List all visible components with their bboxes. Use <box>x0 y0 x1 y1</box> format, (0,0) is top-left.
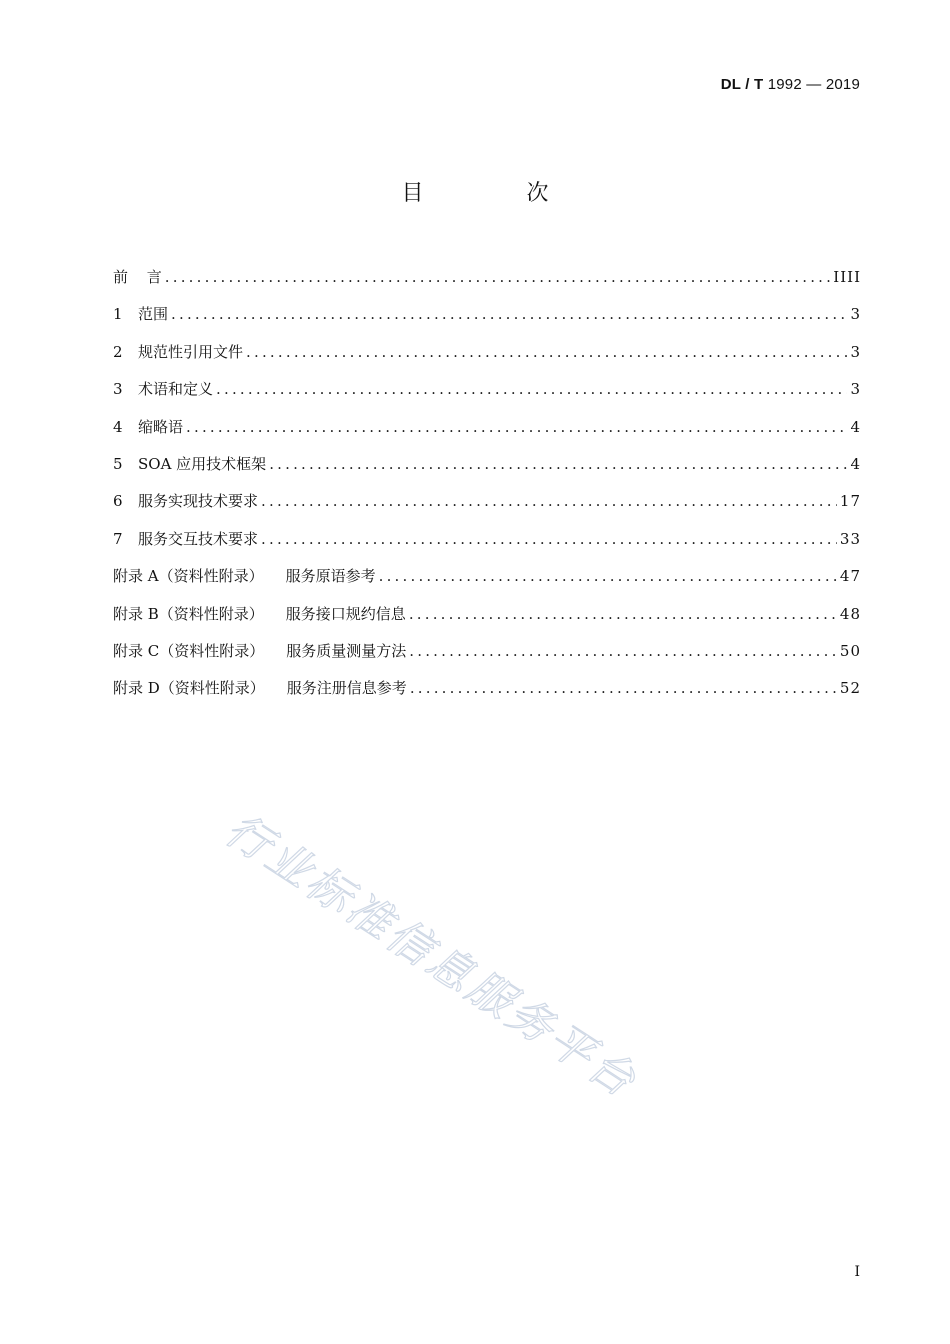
toc-leader-dots <box>246 341 847 363</box>
toc-entry-label: 服务交互技术要求 <box>138 529 259 548</box>
toc-entry-page: 50 <box>839 641 861 660</box>
appendix-title: 服务接口规约信息 <box>285 604 406 623</box>
toc-leader-dots <box>261 528 837 550</box>
toc-appendix-label <box>113 565 376 587</box>
document-code <box>721 76 860 93</box>
toc-appendix-label <box>113 603 406 625</box>
toc-entry-soa-framework[interactable] <box>113 453 861 490</box>
document-code-prefix: DL / T <box>720 76 764 93</box>
toc-entry-page: 52 <box>839 679 861 698</box>
toc-entry-number: 4 <box>113 417 123 436</box>
watermark: 行业标准信息服务平台 <box>216 804 647 1109</box>
toc-entry-label: 服务实现技术要求 <box>138 492 259 511</box>
toc-entry-page: 48 <box>839 604 861 623</box>
toc-entry-page: 4 <box>850 454 861 473</box>
toc-entry-number: 3 <box>113 380 123 399</box>
toc-entry-scope[interactable] <box>113 303 861 340</box>
toc-leader-dots <box>379 565 837 587</box>
toc-entry-appendix-d[interactable] <box>113 677 861 714</box>
toc-entry-page: 47 <box>839 567 861 586</box>
toc-entry-label: 术语和定义 <box>138 380 214 399</box>
toc-entry-appendix-a[interactable] <box>113 565 861 602</box>
toc-leader-dots <box>186 416 847 438</box>
toc-leader-dots <box>269 453 847 475</box>
document-code-number: 1992 — 2019 <box>767 76 860 93</box>
toc-entry-number: 6 <box>113 492 123 511</box>
page-title: 目 次 <box>401 181 597 206</box>
appendix-prefix: 附录 C（资料性附录） <box>113 641 265 660</box>
toc-entry-normative-references[interactable] <box>113 341 861 378</box>
toc-entry-page: 4 <box>850 417 861 436</box>
toc-entry-abbreviations[interactable] <box>113 416 861 453</box>
toc-leader-dots <box>171 303 847 325</box>
toc-leader-dots <box>410 677 837 699</box>
toc-entry-foreword[interactable] <box>113 266 861 303</box>
toc-entry-service-interaction[interactable] <box>113 528 861 565</box>
page-number: I <box>854 1264 860 1280</box>
toc-entry-page: 3 <box>850 342 861 361</box>
toc-entry-label: 前 言 <box>113 268 162 286</box>
toc-entry-page: IIII <box>833 268 861 286</box>
toc-entry-number: 1 <box>113 305 123 324</box>
appendix-title: 服务原语参考 <box>285 567 376 586</box>
table-of-contents <box>113 266 861 715</box>
toc-appendix-label <box>113 640 406 662</box>
toc-entry-label: 范围 <box>138 305 169 324</box>
toc-entry-page: 33 <box>839 529 861 548</box>
toc-entry-service-implementation[interactable] <box>113 490 861 527</box>
toc-entry-label: 规范性引用文件 <box>138 342 244 361</box>
toc-entry-number: 5 <box>113 454 123 473</box>
toc-leader-dots <box>261 490 837 512</box>
appendix-prefix: 附录 B（资料性附录） <box>113 604 264 623</box>
appendix-prefix: 附录 D（资料性附录） <box>113 679 265 698</box>
toc-entry-number: 2 <box>113 342 123 361</box>
toc-entry-page: 3 <box>850 380 861 399</box>
toc-appendix-label <box>113 677 407 699</box>
appendix-title: 服务注册信息参考 <box>286 679 407 698</box>
toc-entry-appendix-b[interactable] <box>113 603 861 640</box>
toc-entry-page: 17 <box>839 492 861 511</box>
toc-entry-label: 缩略语 <box>138 417 184 436</box>
toc-leader-dots <box>165 266 831 288</box>
toc-entry-terms[interactable] <box>113 378 861 415</box>
toc-entry-appendix-c[interactable] <box>113 640 861 677</box>
toc-entry-label: SOA 应用技术框架 <box>138 454 267 473</box>
appendix-prefix: 附录 A（资料性附录） <box>113 567 264 586</box>
toc-leader-dots <box>216 378 847 400</box>
toc-entry-page: 3 <box>850 305 861 324</box>
toc-entry-number: 7 <box>113 529 123 548</box>
toc-leader-dots <box>409 603 837 625</box>
toc-leader-dots <box>409 640 837 662</box>
appendix-title: 服务质量测量方法 <box>286 641 407 660</box>
